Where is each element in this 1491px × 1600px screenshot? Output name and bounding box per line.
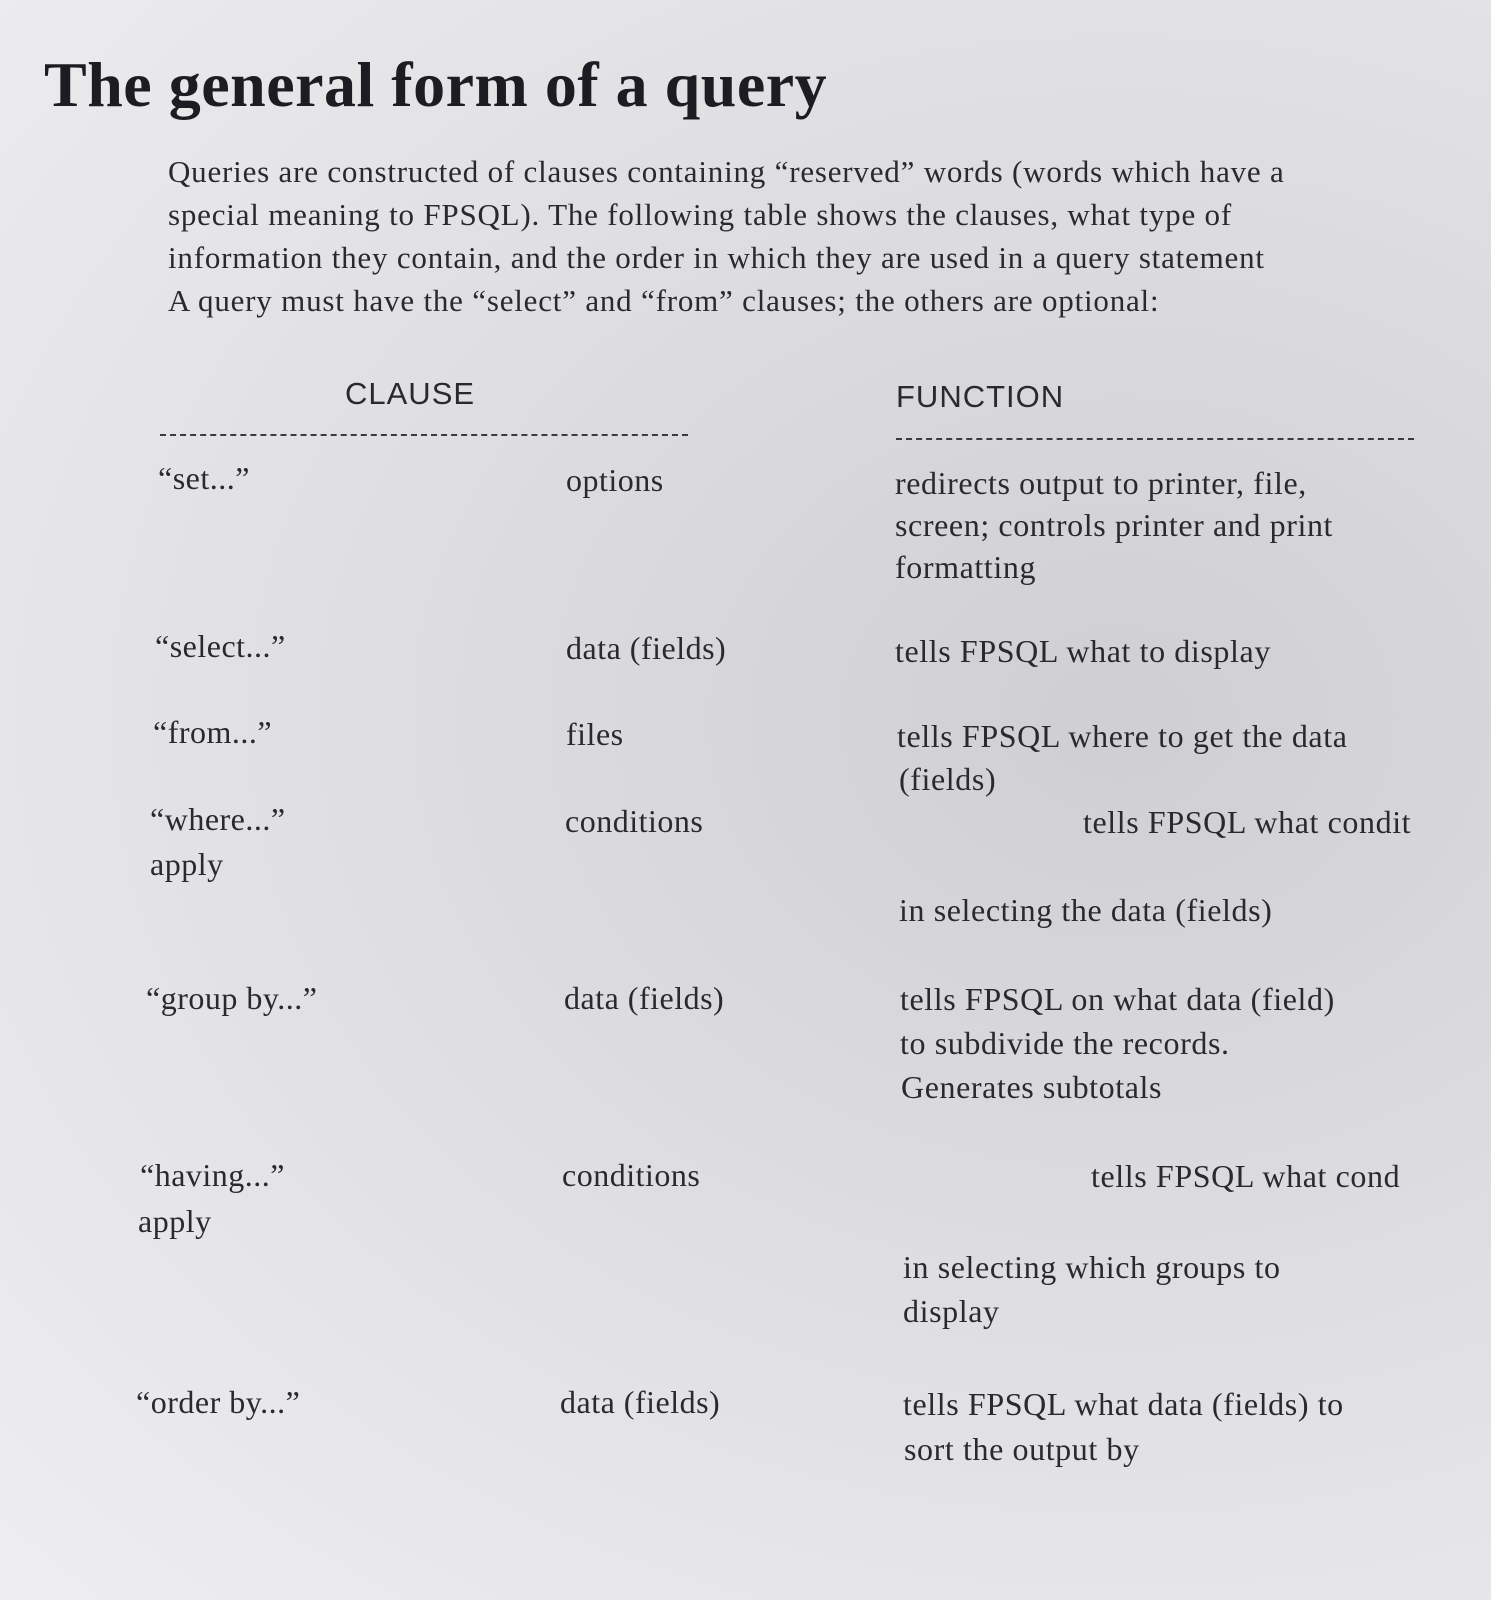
- function-from-line: tells FPSQL where to get the data: [897, 718, 1348, 754]
- function-having-line: tells FPSQL what cond: [1091, 1158, 1401, 1194]
- function-order-by-line: sort the output by: [904, 1431, 1140, 1467]
- function-where-line: in selecting the data (fields): [899, 892, 1273, 928]
- clause-having: “having...”: [140, 1157, 285, 1193]
- function-set-line: screen; controls printer and print: [895, 507, 1334, 543]
- function-column-header: FUNCTION: [896, 379, 1065, 414]
- clause-where: “where...”: [150, 801, 286, 837]
- intro-paragraph: [168, 150, 1488, 322]
- clause-order-by: “order by...”: [136, 1384, 301, 1420]
- function-header-rule: [896, 438, 1414, 440]
- function-having-line: in selecting which groups to: [903, 1249, 1281, 1285]
- type-having: conditions: [562, 1157, 701, 1193]
- clause-where-continuation: apply: [150, 846, 224, 882]
- clause-set: “set...”: [158, 460, 250, 496]
- function-having-line: display: [903, 1293, 1000, 1329]
- function-where-line: tells FPSQL what condit: [1083, 804, 1412, 840]
- function-from-line: (fields): [899, 761, 997, 797]
- clause-column-header: CLAUSE: [345, 376, 476, 411]
- clause-having-continuation: apply: [138, 1203, 212, 1239]
- function-set-line: formatting: [895, 549, 1037, 585]
- type-from: files: [566, 716, 624, 752]
- type-group-by: data (fields): [564, 980, 725, 1016]
- intro-line: A query must have the “select” and “from” clauses; the others are optional:: [168, 283, 1160, 318]
- type-where: conditions: [565, 803, 704, 839]
- type-order-by: data (fields): [560, 1384, 721, 1420]
- function-select-line: tells FPSQL what to display: [895, 633, 1271, 669]
- intro-line: special meaning to FPSQL). The following table shows the clauses, what type of: [168, 197, 1232, 232]
- intro-line: information they contain, and the order in which they are used in a query statement: [168, 240, 1265, 275]
- function-group-by-line: Generates subtotals: [901, 1069, 1163, 1105]
- function-group-by-line: to subdivide the records.: [900, 1025, 1230, 1061]
- intro-line: Queries are constructed of clauses containing “reserved” words (words which have a: [168, 154, 1285, 189]
- clause-header-rule: [160, 434, 688, 436]
- function-group-by-line: tells FPSQL on what data (field): [900, 981, 1335, 1017]
- function-order-by-line: tells FPSQL what data (fields) to: [903, 1386, 1344, 1422]
- function-set-line: redirects output to printer, file,: [895, 465, 1307, 501]
- type-select: data (fields): [566, 630, 727, 666]
- clause-from: “from...”: [153, 714, 273, 750]
- type-set: options: [566, 462, 664, 498]
- page-title: The general form of a query: [44, 49, 828, 120]
- clause-group-by: “group by...”: [146, 980, 318, 1016]
- clause-select: “select...”: [155, 628, 286, 664]
